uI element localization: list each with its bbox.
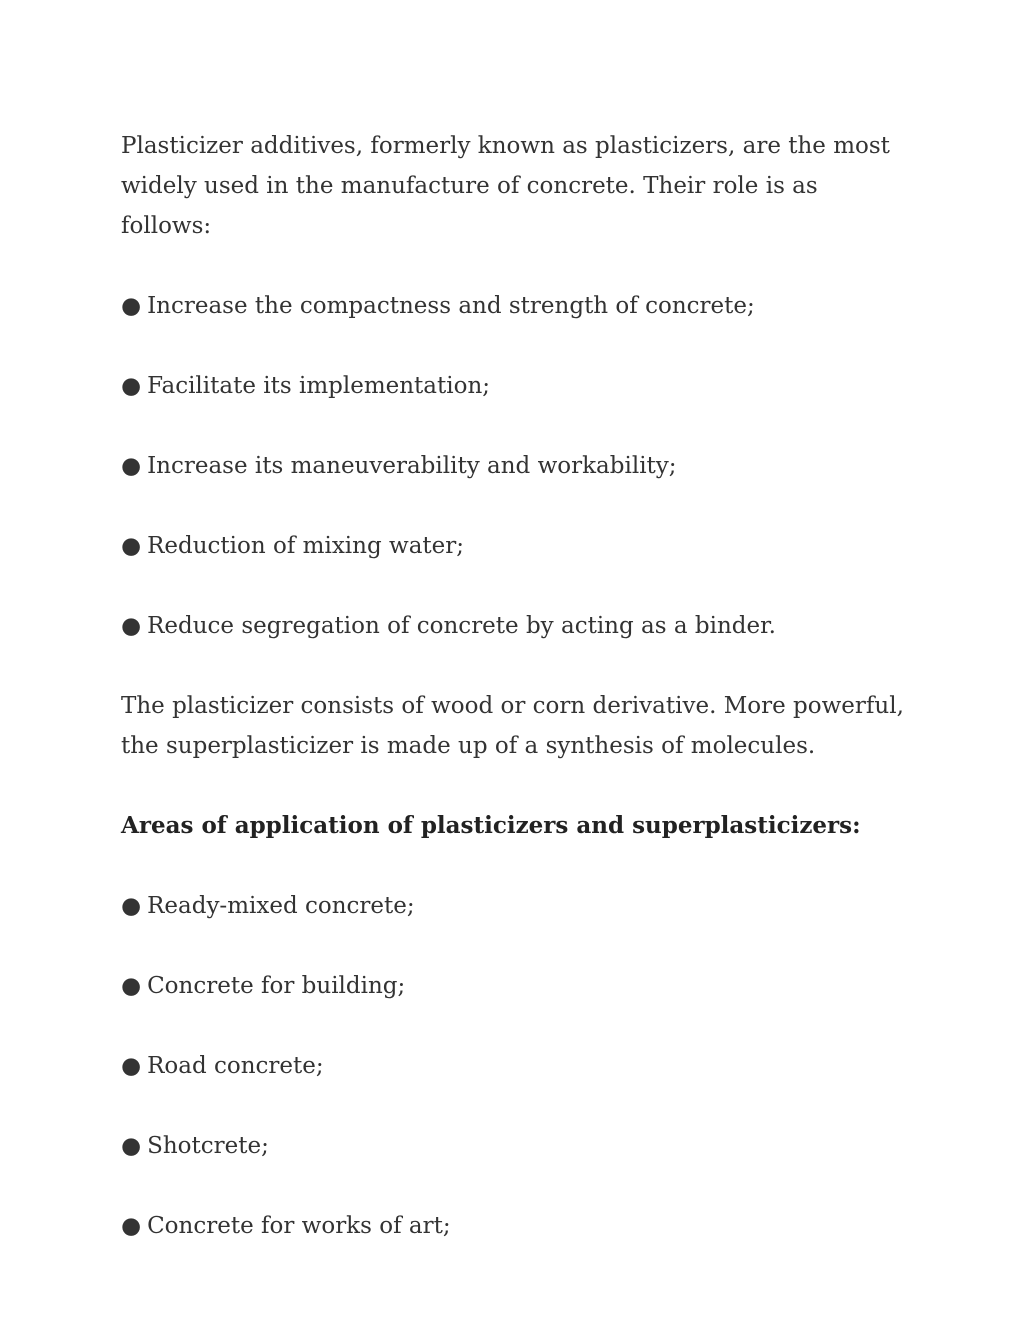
- list-item-text: Increase its maneuverability and workability;: [147, 453, 677, 479]
- bullet-icon: ●: [121, 613, 142, 639]
- bullet-icon: ●: [121, 1133, 142, 1159]
- document-page: [121, 126, 911, 1286]
- applications-list: [121, 886, 911, 1246]
- bullet-icon: ●: [121, 373, 142, 399]
- list-item-text: Reduce segregation of concrete by acting as a binder.: [147, 613, 776, 639]
- bullet-icon: ●: [121, 1213, 142, 1239]
- list-item-text: Reduction of mixing water;: [147, 533, 465, 559]
- list-item: [121, 366, 911, 406]
- list-item: [121, 526, 911, 566]
- list-item: [121, 446, 911, 486]
- list-item-text: Increase the compactness and strength of concrete;: [147, 293, 755, 319]
- list-item-text: Concrete for building;: [147, 973, 406, 999]
- list-item: [121, 1046, 911, 1086]
- bullet-icon: ●: [121, 893, 142, 919]
- applications-heading: Areas of application of plasticizers and superplasticizers:: [121, 812, 861, 839]
- list-item-text: Road concrete;: [147, 1053, 324, 1079]
- list-item: [121, 1206, 911, 1246]
- list-item-text: Concrete for works of art;: [147, 1213, 451, 1239]
- bullet-icon: ●: [121, 533, 142, 559]
- list-item: [121, 286, 911, 326]
- bullet-icon: ●: [121, 453, 142, 479]
- bullet-icon: ●: [121, 973, 142, 999]
- list-item: [121, 886, 911, 926]
- list-item: [121, 966, 911, 1006]
- roles-list: [121, 286, 911, 646]
- list-item: [121, 1126, 911, 1166]
- bullet-icon: ●: [121, 1053, 142, 1079]
- composition-paragraph: The plasticizer consists of wood or corn derivative. More powerful, the superplasticizer is made up of a synthesis of molecules.: [121, 693, 904, 759]
- intro-paragraph: Plasticizer additives, formerly known as plasticizers, are the most widely used in the manufacture of concrete. Their role is as follows:: [121, 133, 890, 239]
- list-item-text: Shotcrete;: [147, 1133, 269, 1159]
- list-item-text: Facilitate its implementation;: [147, 373, 491, 399]
- list-item: [121, 606, 911, 646]
- bullet-icon: ●: [121, 293, 142, 319]
- list-item-text: Ready-mixed concrete;: [147, 893, 415, 919]
